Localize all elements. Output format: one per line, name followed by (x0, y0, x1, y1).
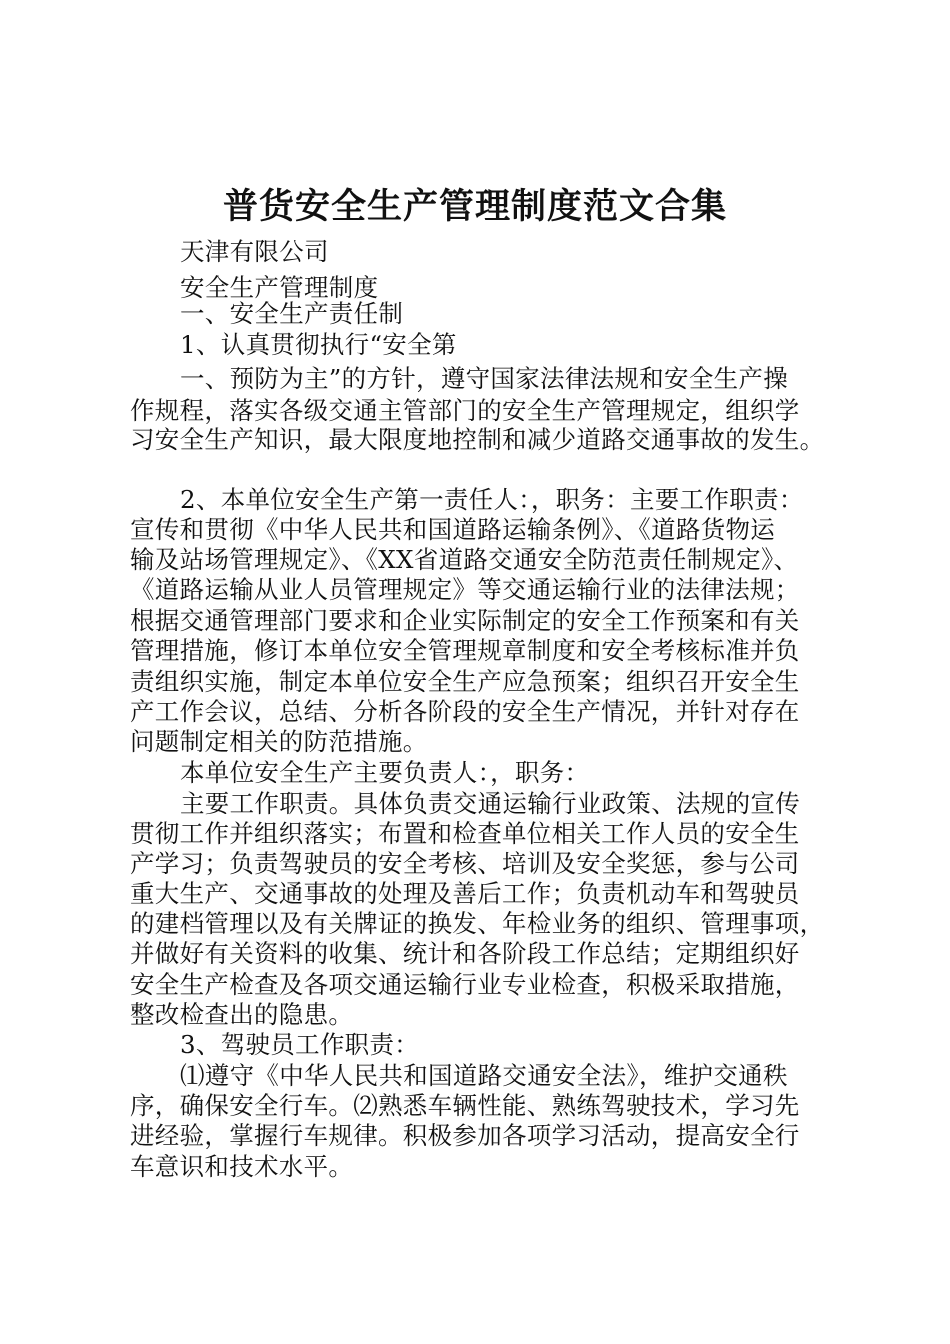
paragraph-line: 习安全生产知识，最大限度地控制和减少道路交通事故的发生。 (130, 425, 825, 454)
paragraph-line: 序，确保安全行车。⑵熟悉车辆性能、熟练驾驶技术，学习先 (130, 1091, 800, 1120)
paragraph-line: 作规程，落实各级交通主管部门的安全生产管理规定，组织学 (130, 396, 800, 425)
paragraph-line: 天津有限公司 (180, 237, 329, 266)
paragraph-line: 安全生产检查及各项交通运输行业专业检查，积极采取措施， (130, 970, 800, 999)
paragraph-line: ⑴遵守《中华人民共和国道路交通安全法》，维护交通秩 (180, 1061, 788, 1090)
document-title: 普货安全生产管理制度范文合集 (222, 186, 727, 227)
paragraph-line: 输及站场管理规定》、《XX省道路交通安全防范责任制规定》、 (130, 545, 799, 574)
paragraph-line: 的建档管理以及有关牌证的换发、年检业务的组织、管理事项， (130, 909, 825, 938)
paragraph-line: 问题制定相关的防范措施。 (130, 727, 428, 756)
paragraph-line: 产学习；负责驾驶员的安全考核、培训及安全奖惩，参与公司 (130, 849, 800, 878)
paragraph-line: 并做好有关资料的收集、统计和各阶段工作总结；定期组织好 (130, 939, 800, 968)
paragraph-line: 管理措施，修订本单位安全管理规章制度和安全考核标准并负 (130, 636, 800, 665)
paragraph-line: 1、认真贯彻执行“安全第 (180, 330, 457, 359)
paragraph-line: 贯彻工作并组织落实；布置和检查单位相关工作人员的安全生 (130, 819, 800, 848)
paragraph-line: 安全生产管理制度 (180, 273, 379, 302)
paragraph-line: 责组织实施，制定本单位安全生产应急预案；组织召开安全生 (130, 667, 800, 696)
paragraph-line: 一、安全生产责任制 (180, 299, 404, 328)
paragraph-line: 重大生产、交通事故的处理及善后工作；负责机动车和驾驶员 (130, 879, 800, 908)
paragraph-line: 宣传和贯彻《中华人民共和国道路运输条例》、《道路货物运 (130, 515, 776, 544)
paragraph-line: 产工作会议，总结、分析各阶段的安全生产情况，并针对存在 (130, 697, 800, 726)
paragraph-line: 3、驾驶员工作职责： (180, 1030, 420, 1059)
paragraph-line: 《道路运输从业人员管理规定》等交通运输行业的法律法规； (130, 575, 800, 604)
paragraph-line: 本单位安全生产主要负责人：，职务： (180, 758, 590, 787)
paragraph-line: 整改检查出的隐患。 (130, 1000, 354, 1029)
paragraph-line: 车意识和技术水平。 (130, 1152, 354, 1181)
paragraph-line: 进经验，掌握行车规律。积极参加各项学习活动，提高安全行 (130, 1121, 800, 1150)
paragraph-line: 一、预防为主”的方针，遵守国家法律法规和安全生产操 (180, 364, 789, 393)
paragraph-line: 主要工作职责。具体负责交通运输行业政策、法规的宣传 (180, 789, 800, 818)
paragraph-line: 2、本单位安全生产第一责任人：，职务：主要工作职责： (180, 485, 804, 514)
paragraph-line: 根据交通管理部门要求和企业实际制定的安全工作预案和有关 (130, 606, 800, 635)
